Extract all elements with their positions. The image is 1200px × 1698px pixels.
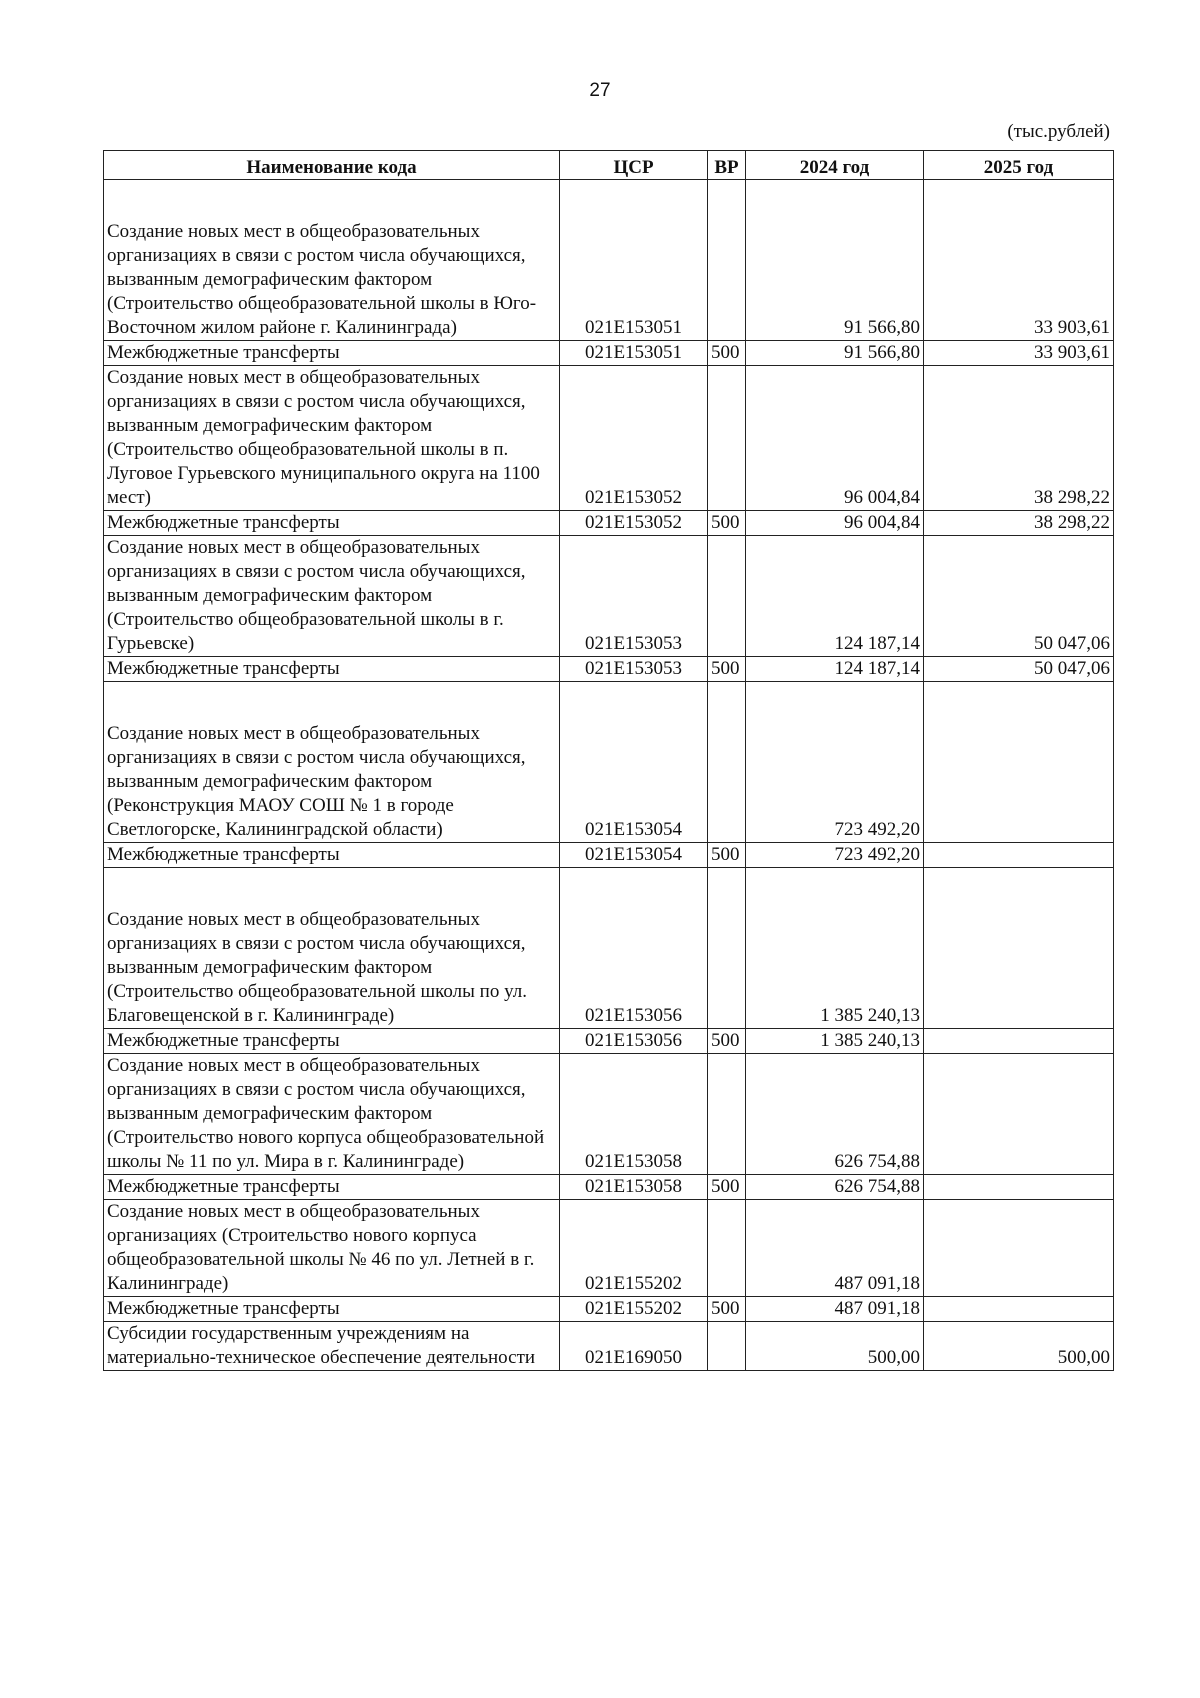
row-2024: 124 187,14 <box>746 536 924 657</box>
row-vr: 500 <box>708 1175 746 1200</box>
row-vr: 500 <box>708 1297 746 1322</box>
row-name: Межбюджетные трансферты <box>104 1029 560 1054</box>
row-name: Создание новых мест в общеобразовательных организациях в связи с ростом числа обучающихся, вызванным демографическим фактором (Строительство общеобразовательной школы в п. Луговое Гурьевского муниципального округа на 1100 мест) <box>104 366 560 511</box>
header-2025: 2025 год <box>924 151 1114 180</box>
table-row <box>104 1054 1114 1175</box>
header-vr: ВР <box>708 151 746 180</box>
row-2024: 487 091,18 <box>746 1200 924 1297</box>
row-2025 <box>924 1297 1114 1322</box>
table-row <box>104 1322 1114 1371</box>
row-2024: 723 492,20 <box>746 843 924 868</box>
row-name: Создание новых мест в общеобразовательных организациях в связи с ростом числа обучающихся, вызванным демографическим фактором (Строительство нового корпуса общеобразовательной школы № 11 по ул. Мира в г. Калининграде) <box>104 1054 560 1175</box>
table-row <box>104 1297 1114 1322</box>
row-vr <box>708 180 746 341</box>
row-vr: 500 <box>708 1029 746 1054</box>
row-name: Межбюджетные трансферты <box>104 1175 560 1200</box>
header-2024: 2024 год <box>746 151 924 180</box>
row-2025: 38 298,22 <box>924 366 1114 511</box>
table-row <box>104 682 1114 843</box>
row-vr <box>708 1054 746 1175</box>
row-csr: 021E153058 <box>560 1175 708 1200</box>
row-vr: 500 <box>708 657 746 682</box>
row-vr <box>708 868 746 1029</box>
row-csr: 021E153051 <box>560 180 708 341</box>
row-csr: 021E153056 <box>560 1029 708 1054</box>
row-csr: 021E153056 <box>560 868 708 1029</box>
row-2025: 38 298,22 <box>924 511 1114 536</box>
table-header-row <box>104 151 1114 180</box>
table-row <box>104 536 1114 657</box>
row-csr: 021E153051 <box>560 341 708 366</box>
row-csr: 021E153052 <box>560 366 708 511</box>
row-name: Создание новых мест в общеобразовательных организациях в связи с ростом числа обучающихся, вызванным демографическим фактором (Строительство общеобразовательной школы в Юго-Восточном жилом районе г. Калининграда) <box>104 180 560 341</box>
row-name: Межбюджетные трансферты <box>104 657 560 682</box>
row-2024: 1 385 240,13 <box>746 1029 924 1054</box>
row-2024: 723 492,20 <box>746 682 924 843</box>
row-2025 <box>924 1175 1114 1200</box>
table-row <box>104 1200 1114 1297</box>
row-2024: 1 385 240,13 <box>746 868 924 1029</box>
row-vr: 500 <box>708 843 746 868</box>
row-name: Межбюджетные трансферты <box>104 1297 560 1322</box>
table-row <box>104 366 1114 511</box>
row-name: Межбюджетные трансферты <box>104 511 560 536</box>
row-2024: 487 091,18 <box>746 1297 924 1322</box>
row-2025: 33 903,61 <box>924 341 1114 366</box>
row-csr: 021E155202 <box>560 1297 708 1322</box>
row-csr: 021E153053 <box>560 536 708 657</box>
row-csr: 021E169050 <box>560 1322 708 1371</box>
row-2025 <box>924 682 1114 843</box>
row-2024: 96 004,84 <box>746 511 924 536</box>
row-csr: 021E153054 <box>560 682 708 843</box>
table-row <box>104 341 1114 366</box>
row-vr: 500 <box>708 341 746 366</box>
row-csr: 021E155202 <box>560 1200 708 1297</box>
row-2025 <box>924 868 1114 1029</box>
row-name: Создание новых мест в общеобразовательных организациях в связи с ростом числа обучающихся, вызванным демографическим фактором (Строительство общеобразовательной школы по ул. Благовещенской в г. Калининграде) <box>104 868 560 1029</box>
row-csr: 021E153058 <box>560 1054 708 1175</box>
row-name: Субсидии государственным учреждениям на материально-техническое обеспечение деятельности <box>104 1322 560 1371</box>
row-2024: 91 566,80 <box>746 180 924 341</box>
row-2025: 500,00 <box>924 1322 1114 1371</box>
row-2024: 500,00 <box>746 1322 924 1371</box>
row-csr: 021E153053 <box>560 657 708 682</box>
row-name: Создание новых мест в общеобразовательных организациях (Строительство нового корпуса общеобразовательной школы № 46 по ул. Летней в г. Калининграде) <box>104 1200 560 1297</box>
header-csr: ЦСР <box>560 151 708 180</box>
row-name: Межбюджетные трансферты <box>104 341 560 366</box>
row-2025 <box>924 1054 1114 1175</box>
row-csr: 021E153052 <box>560 511 708 536</box>
table-row <box>104 1029 1114 1054</box>
table-row <box>104 511 1114 536</box>
row-vr <box>708 366 746 511</box>
header-name: Наименование кода <box>104 151 560 180</box>
table-row <box>104 657 1114 682</box>
row-2025: 50 047,06 <box>924 536 1114 657</box>
table-row <box>104 180 1114 341</box>
row-2024: 91 566,80 <box>746 341 924 366</box>
budget-table <box>103 150 1114 1371</box>
row-name: Создание новых мест в общеобразовательных организациях в связи с ростом числа обучающихся, вызванным демографическим фактором (Реконструкция МАОУ СОШ № 1 в городе Светлогорске, Калининградской области) <box>104 682 560 843</box>
row-csr: 021E153054 <box>560 843 708 868</box>
row-2025: 50 047,06 <box>924 657 1114 682</box>
row-2025 <box>924 1029 1114 1054</box>
unit-note: (тыс.рублей) <box>1007 121 1110 142</box>
row-name: Создание новых мест в общеобразовательных организациях в связи с ростом числа обучающихся, вызванным демографическим фактором (Строительство общеобразовательной школы в г. Гурьевске) <box>104 536 560 657</box>
table-row <box>104 1175 1114 1200</box>
row-vr: 500 <box>708 511 746 536</box>
row-2025: 33 903,61 <box>924 180 1114 341</box>
table-row <box>104 868 1114 1029</box>
row-2025 <box>924 843 1114 868</box>
row-2024: 124 187,14 <box>746 657 924 682</box>
row-2024: 626 754,88 <box>746 1054 924 1175</box>
row-2024: 96 004,84 <box>746 366 924 511</box>
row-vr <box>708 1200 746 1297</box>
row-vr <box>708 682 746 843</box>
row-vr <box>708 536 746 657</box>
row-name: Межбюджетные трансферты <box>104 843 560 868</box>
table-row <box>104 843 1114 868</box>
row-vr <box>708 1322 746 1371</box>
page-number: 27 <box>589 80 611 101</box>
row-2024: 626 754,88 <box>746 1175 924 1200</box>
row-2025 <box>924 1200 1114 1297</box>
